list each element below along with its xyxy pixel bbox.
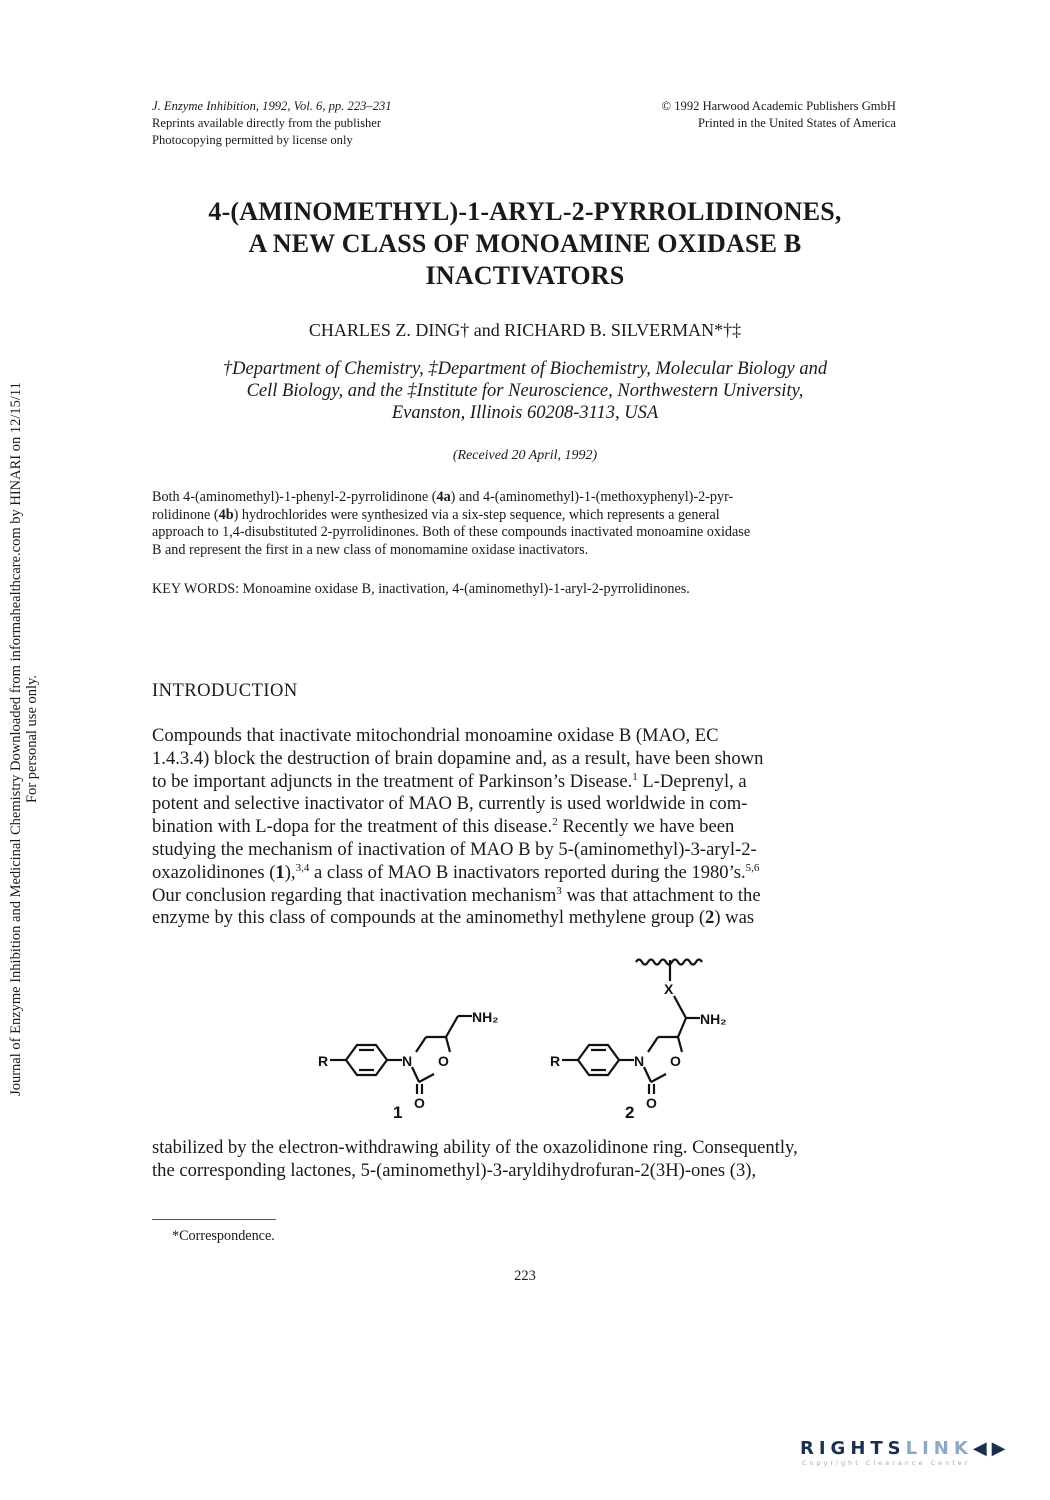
body-text: ) was	[714, 907, 755, 929]
abstract-text: ) hydrochlorides were synthesized via a six-step sequence, which represents a general	[233, 506, 720, 523]
affiliation-line-2: Cell Biology, and the ‡Institute for Neuroscience, Northwestern University,	[246, 381, 804, 401]
ring-oxygen-label-1: O	[438, 1053, 449, 1069]
body-text: ),	[284, 861, 296, 883]
structure-1	[330, 1016, 472, 1094]
authors: CHARLES Z. DING† and RICHARD B. SILVERMAN*†‡	[308, 320, 742, 340]
logo-subtitle: Copyright Clearance Center	[802, 1459, 971, 1467]
intro-paragraph-2	[152, 1137, 898, 1183]
nitrogen-label-2: N	[634, 1053, 645, 1069]
citation-ref: 1	[632, 770, 638, 783]
compound-ref-4a: 4a	[436, 489, 451, 505]
article-title	[120, 196, 930, 292]
body-text: potent and selective inactivator of MAO B, currently is used worldwide in com-	[152, 793, 748, 815]
body-text: a class of MAO B inactivators reported during the 1980’s.	[309, 861, 746, 883]
intro-paragraph-1	[152, 725, 898, 930]
carbonyl-oxygen-label-2: O	[646, 1095, 657, 1111]
download-notice-sidebar	[8, 304, 40, 1174]
compound-ref-2: 2	[705, 907, 715, 929]
title-line-1: 4-(AMINOMETHYL)-1-ARYL-2-PYRROLIDINONES,	[208, 197, 842, 226]
body-text: the corresponding lactones, 5-(aminomethyl)-3-aryldihydrofuran-2(3H)-ones (3),	[152, 1159, 757, 1181]
title-line-2: A NEW CLASS OF MONOAMINE OXIDASE B	[248, 229, 802, 258]
abstract-text: ) and 4-(aminomethyl)-1-(methoxyphenyl)-2-pyr-	[450, 489, 734, 505]
key-words: KEY WORDS: Monoamine oxidase B, inactivation, 4-(aminomethyl)-1-aryl-2-pyrrolidinones.	[152, 581, 690, 597]
logo-mark-icon: ◀▶	[972, 1438, 1011, 1459]
body-text: studying the mechanism of inactivation of MAO B by 5-(aminomethyl)-3-aryl-2-	[152, 838, 757, 860]
substituent-r-1: R	[318, 1053, 329, 1069]
compound-number-2: 2	[625, 1103, 635, 1122]
affiliation	[120, 358, 930, 424]
body-text: to be important adjuncts in the treatment of Parkinson’s Disease.	[152, 770, 633, 792]
abstract-text: B and represent the first in a new class of monomamine oxidase inactivators.	[152, 541, 589, 558]
body-text: 1.4.3.4) block the destruction of brain dopamine and, as a result, have been shown	[152, 747, 764, 769]
printed-note: Printed in the United States of America	[698, 116, 896, 130]
footnote-divider	[152, 1219, 276, 1220]
received-date: (Received 20 April, 1992)	[452, 448, 598, 463]
amine-label-1: NH₂	[472, 1009, 499, 1025]
body-text: bination with L-dopa for the treatment of this disease.	[152, 816, 553, 838]
journal-header-left	[152, 98, 532, 149]
journal-header-right	[560, 98, 896, 132]
affiliation-line-1: †Department of Chemistry, ‡Department of Biochemistry, Molecular Biology and	[222, 359, 828, 379]
reprints-note: Reprints available directly from the publisher	[152, 116, 382, 130]
download-notice-line-1: Journal of Enzyme Inhibition and Medicinal Chemistry Downloaded from informahealthcare.com by HINARI on 12/15/11	[8, 382, 24, 1096]
abstract-text: approach to 1,4-disubstituted 2-pyrrolidinones. Both of these compounds inactivated monoamine oxidase	[152, 524, 751, 541]
structure-2	[562, 960, 702, 1095]
download-notice-line-2: For personal use only.	[24, 675, 40, 803]
copyright-note: © 1992 Harwood Academic Publishers GmbH	[661, 99, 896, 113]
body-text: stabilized by the electron-withdrawing ability of the oxazolidinone ring. Consequently,	[152, 1137, 798, 1158]
carbonyl-oxygen-label-1: O	[414, 1095, 425, 1111]
body-text: oxazolidinones (	[152, 861, 276, 883]
abstract-text: rolidinone (	[152, 506, 219, 523]
citation-ref: 3,4	[295, 861, 310, 874]
citation-ref: 2	[552, 816, 558, 828]
amine-label-2: NH₂	[700, 1011, 727, 1027]
title-line-3: INACTIVATORS	[425, 261, 625, 290]
body-text: Our conclusion regarding that inactivation mechanism	[152, 884, 557, 906]
chemical-structures-figure	[300, 948, 760, 1128]
page-number: 223	[514, 1268, 536, 1284]
ring-oxygen-label-2: O	[670, 1053, 681, 1069]
nitrogen-label-1: N	[402, 1053, 413, 1069]
substituent-r-2: R	[550, 1053, 561, 1069]
compound-ref-1: 1	[275, 861, 285, 883]
abstract	[152, 489, 898, 559]
abstract-text: Both 4-(aminomethyl)-1-phenyl-2-pyrrolidinone (	[152, 489, 437, 505]
body-text: enzyme by this class of compounds at the aminomethyl methylene group (	[152, 907, 706, 929]
section-heading: INTRODUCTION	[152, 681, 298, 701]
body-text: was that attachment to the	[561, 884, 761, 906]
footnote: *Correspondence.	[172, 1228, 275, 1244]
citation-ref: 5,6	[745, 861, 760, 874]
affiliation-line-3: Evanston, Illinois 60208-3113, USA	[391, 403, 659, 423]
body-text: Recently we have been	[557, 816, 735, 838]
body-text: Compounds that inactivate mitochondrial monoamine oxidase B (MAO, EC	[152, 725, 719, 746]
compound-number-1: 1	[393, 1103, 403, 1122]
compound-ref-4b: 4b	[218, 506, 234, 523]
logo-text-link: LINK	[905, 1438, 973, 1459]
citation-ref: 3	[556, 884, 562, 897]
x-linker-label: X	[664, 981, 674, 997]
rightslink-logo[interactable]	[800, 1438, 1030, 1486]
logo-text-rights: RIGHTS	[800, 1438, 906, 1459]
photocopying-note: Photocopying permitted by license only	[152, 133, 353, 147]
journal-citation: J. Enzyme Inhibition, 1992, Vol. 6, pp. 223–231	[152, 99, 392, 113]
body-text: L-Deprenyl, a	[637, 770, 747, 792]
